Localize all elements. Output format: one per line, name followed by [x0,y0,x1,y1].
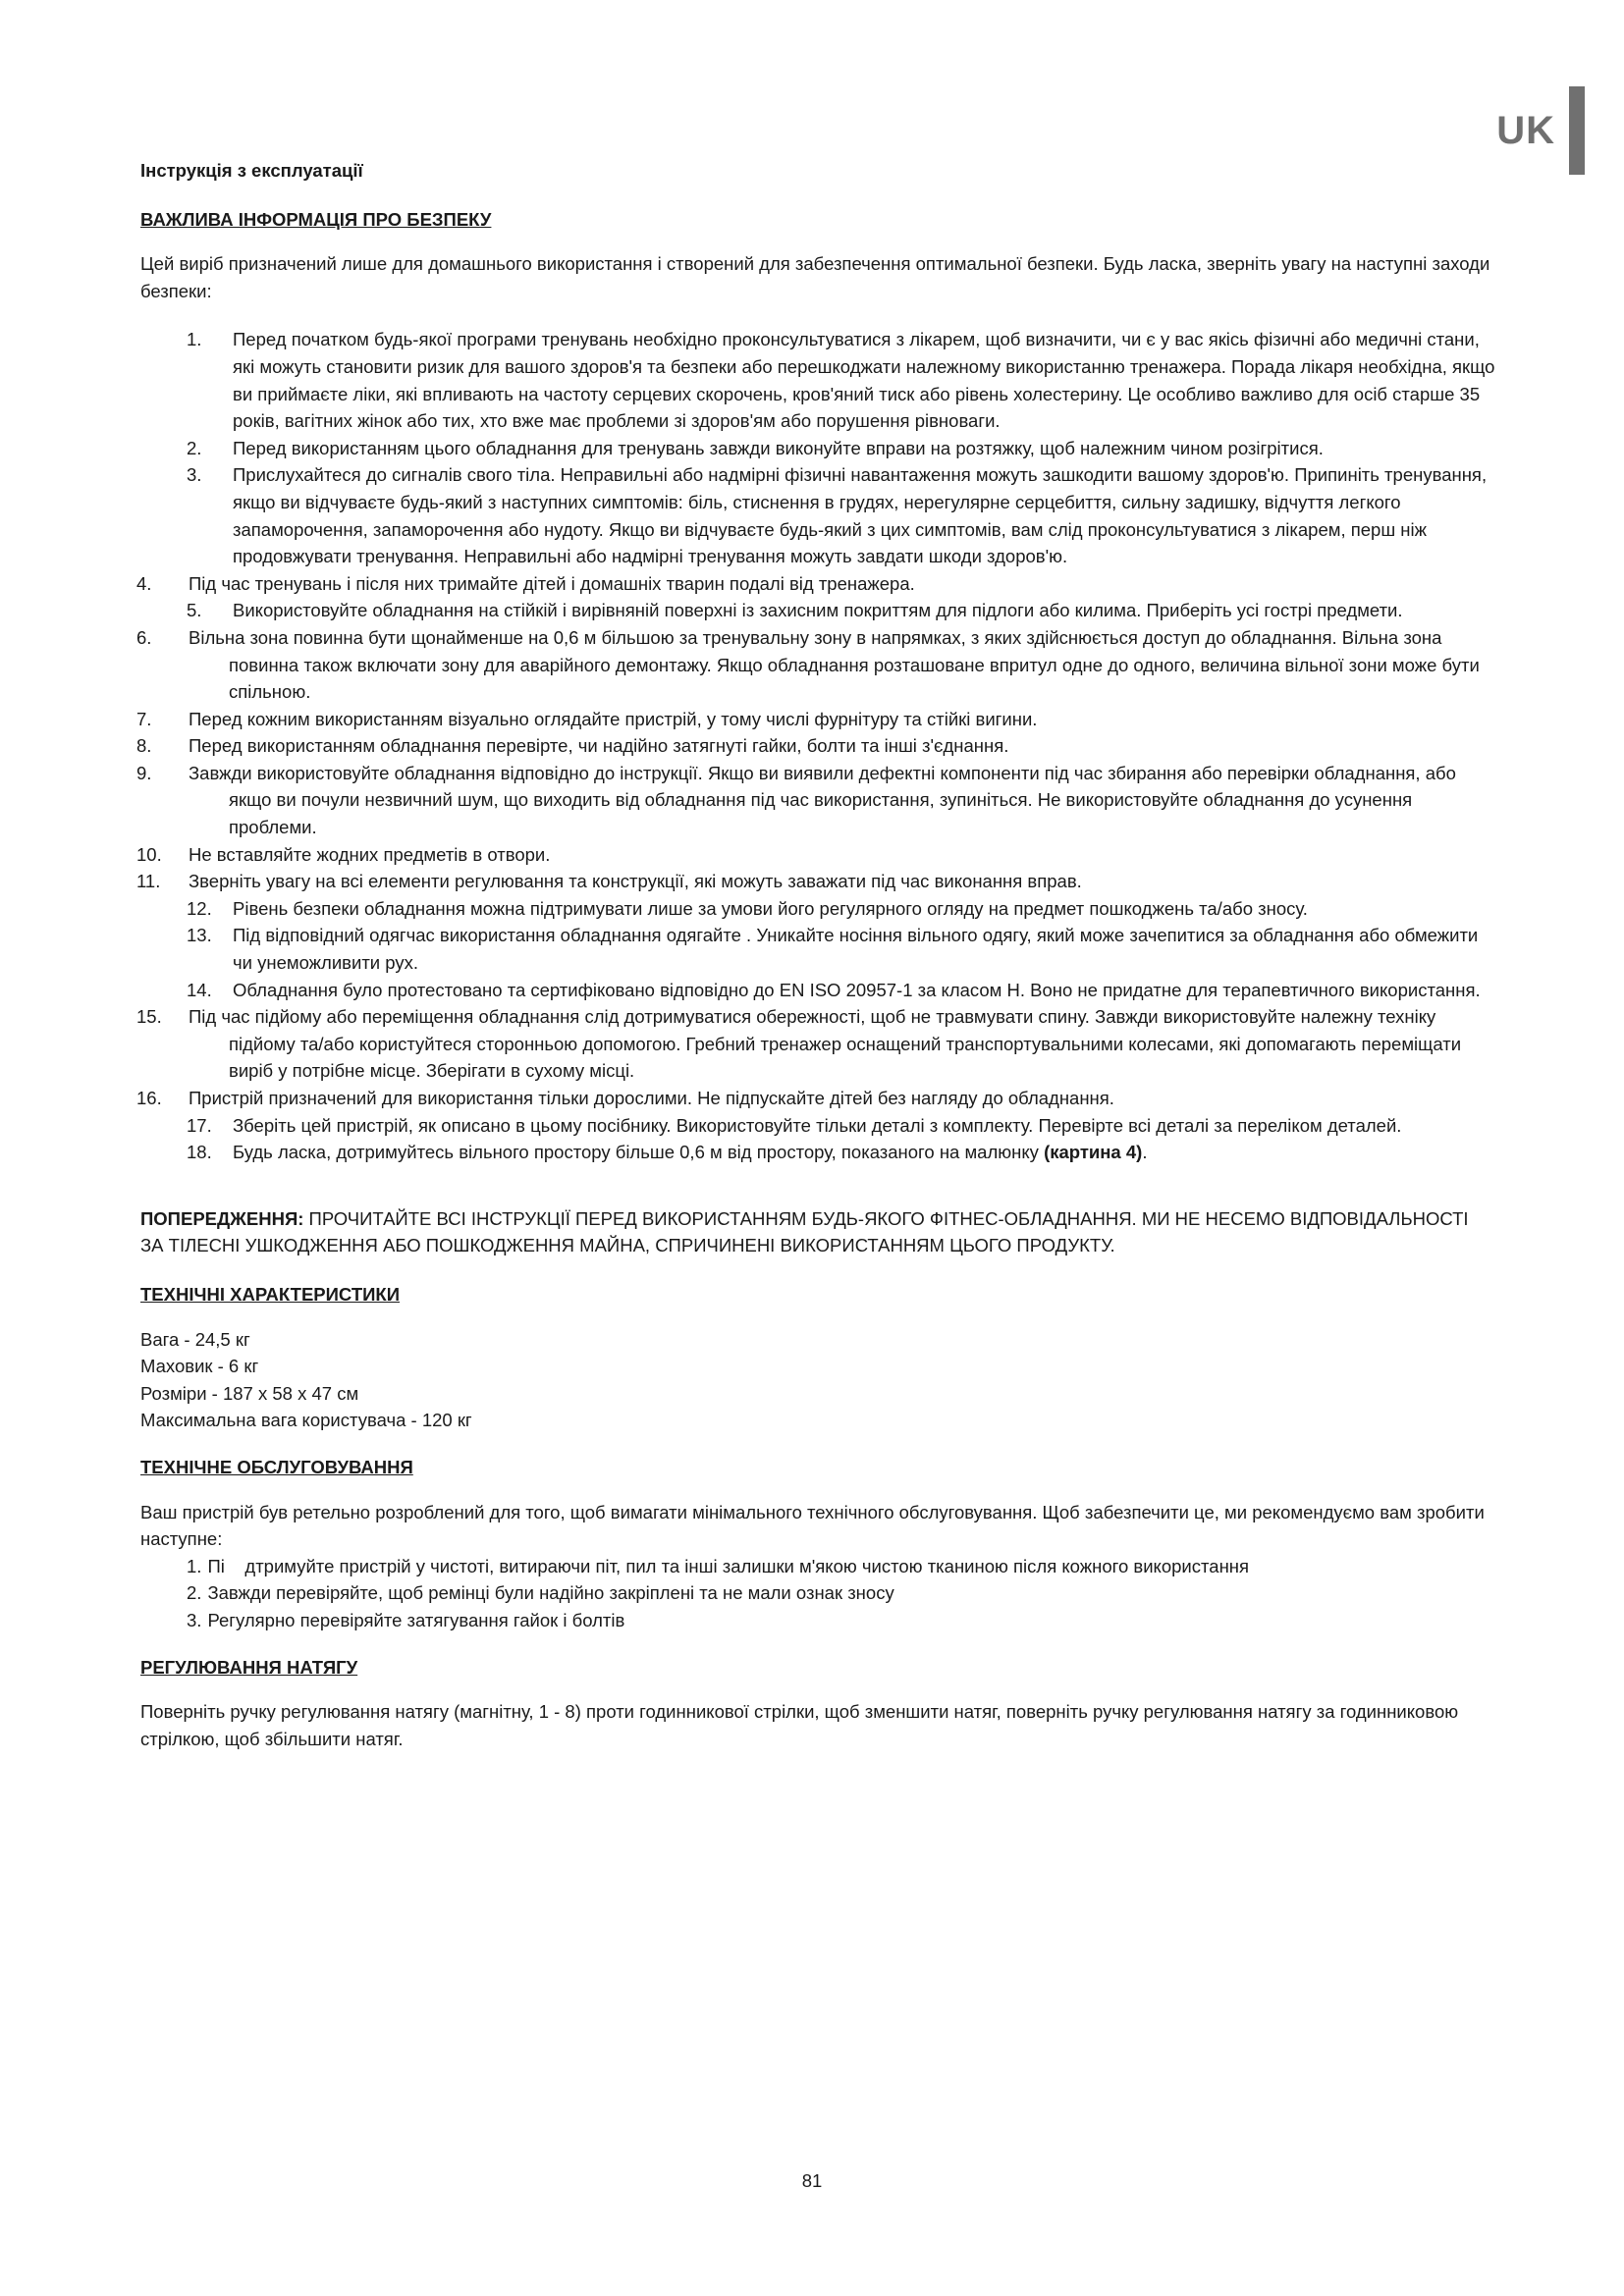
specs-list [140,1326,1495,1434]
tension-text: Поверніть ручку регулювання натягу (магнітну, 1 - 8) проти годинникової стрілки, щоб зменшити натяг, поверніть ручку регулювання натягу за годинниковою стрілкою, щоб збільшити натяг. [140,1701,1459,1749]
item-text: Перед використанням обладнання перевірте, чи надійно затягнуті гайки, болти та інші з'єднання. [189,735,1009,757]
item-number: 3. [187,464,202,486]
maintenance-intro: Ваш пристрій був ретельно розроблений для того, щоб вимагати мінімального технічного обслуговування. Щоб забезпечити це, ми рекомендуємо вам зробити наступне: [140,1501,1485,1550]
item-text: Під час підйому або переміщення обладнання слід дотримуватися обережності, щоб не травмувати спину. Завжди використовуйте належну техніку підйому та/або користуйтеся сторонньою допомогою. Гребний тренажер оснащений транспортувальними колесами, які допомагають переміщати виріб у потрібне місце. Зберігати в сухому місці. [189,1006,1462,1082]
item-text: Вільна зона повинна бути щонайменше на 0,6 м більшою за тренувальну зону в напрямках, з яких здійснюється доступ до обладнання. Вільна зона повинна також включати зону для аварійного демонтажу. Якщо обладнання розташоване впритул одне до одного, величина вільної зони може бути спільною. [189,626,1480,703]
item-text-main: Будь ласка, дотримуйтесь вільного простору більше 0,6 м від простору, показаного на малюнку [233,1142,1039,1163]
tension-heading: РЕГУЛЮВАННЯ НАТЯГУ [140,1656,358,1678]
safety-item [140,977,1495,1004]
item-text: Завжди використовуйте обладнання відповідно до інструкції. Якщо ви виявили дефектні компоненти під час збирання або перевірки обладнання, або якщо ви почули незвичний шум, що виходить від обладнання під час використання, зупиніться. Не використовуйте обладнання до усунення проблеми. [189,762,1456,838]
item-text: Зберіть цей пристрій, як описано в цьому посібнику. Використовуйте тільки деталі з комплекту. Перевірте всі деталі за переліком деталей. [233,1114,1402,1136]
safety-item [140,1112,1495,1140]
item-text-end: . [1142,1142,1148,1163]
safety-item [140,895,1495,923]
item-number: 3. [187,1609,202,1630]
maintenance-item [187,1607,1495,1634]
spec-line: Вага - 24,5 кг [140,1328,250,1350]
item-text: Перед початком будь-якої програми тренувань необхідно проконсультуватися з лікарем, щоб визначити, чи є у вас якісь фізичні або медичні стани, які можуть становити ризик для вашого здоров'я та безпеки або перешкоджати належному використанню тренажера. Порада лікаря необхідна, якщо ви приймаєте ліки, які впливають на частоту серцевих скорочень, кров'яний тиск або рівень холестерину. Це особливо важливо для осіб старше 35 років, вагітних жінок або тих, хто вже має проблеми зі здоров'ям або порушення рівноваги. [233,329,1495,432]
safety-item: 10. Не вставляйте жодних предметів в отвори. [136,843,551,865]
safety-heading: ВАЖЛИВА ІНФОРМАЦІЯ ПРО БЕЗПЕКУ [140,208,492,230]
language-tab-bar [1569,86,1585,175]
safety-item: 7. Перед кожним використанням візуально оглядайте пристрій, у тому числі фурнітуру та стійкі вигини. [136,708,1038,729]
safety-item [140,597,1495,624]
item-number: 18. [187,1142,212,1163]
safety-intro: Цей виріб призначений лише для домашнього використання і створений для забезпечення оптимальної безпеки. Будь ласка, зверніть увагу на наступні заходи безпеки: [140,253,1490,301]
item-number: 14. [187,979,212,1000]
item-text: Рівень безпеки обладнання можна підтримувати лише за умови його регулярного огляду на предмет пошкоджень та/або зносу. [233,897,1308,919]
item-text: Перед кожним використанням візуально оглядайте пристрій, у тому числі фурнітуру та стійкі вигини. [189,708,1038,729]
safety-item: 8. Перед використанням обладнання перевірте, чи надійно затягнуті гайки, болти та інші з'єднання. [136,735,1009,757]
item-text: Не вставляйте жодних предметів в отвори. [189,843,551,865]
warning-text: ПРОЧИТАЙТЕ ВСІ ІНСТРУКЦІЇ ПЕРЕД ВИКОРИСТАННЯМ БУДЬ-ЯКОГО ФІТНЕС-ОБЛАДНАННЯ. МИ НЕ НЕСЕМО ВІДПОВІДАЛЬНОСТІ ЗА ТІЛЕСНІ УШКОДЖЕННЯ АБО ПОШКОДЖЕННЯ МАЙНА, СПРИЧИНЕНІ ВИКОРИСТАННЯМ ЦЬОГО ПРОДУКТУ. [140,1207,1469,1256]
safety-item: 9. Завжди використовуйте обладнання відповідно до інструкції. Якщо ви виявили дефектні компоненти під час збирання або перевірки обладнання, або якщо ви почули незвичний шум, що виходить від обладнання під час використання, зупиніться. Не використовуйте обладнання до усунення проблеми. [136,762,1456,838]
figure-reference: (картина 4) [1044,1142,1143,1163]
maintenance-item [187,1553,1495,1580]
item-number: 5. [187,600,202,621]
item-text: Зверніть увагу на всі елементи регулювання та конструкції, які можуть заважати під час виконання вправ. [189,871,1082,892]
safety-item: 15. Під час підйому або переміщення обладнання слід дотримуватися обережності, щоб не травмувати спину. Завжди використовуйте належну техніку підйому та/або користуйтеся сторонньою допомогою. Гребний тренажер оснащений транспортувальними колесами, які допомагають переміщати виріб у потрібне місце. Зберігати в сухому місці. [136,1006,1462,1082]
safety-item [140,326,1495,434]
safety-list [136,326,1495,1165]
warning-notice [140,1205,1495,1259]
item-text: Пристрій призначений для використання тільки дорослими. Не підпускайте дітей без нагляду до обладнання. [189,1088,1114,1108]
safety-item: 16. Пристрій призначений для використання тільки дорослими. Не підпускайте дітей без нагляду до обладнання. [136,1088,1114,1108]
safety-item [140,461,1495,569]
language-tab [1496,86,1585,175]
document-title: Інструкція з експлуатації [140,160,363,181]
item-text: Прислухайтеся до сигналів свого тіла. Неправильні або надмірні фізичні навантаження можуть зашкодити вашому здоров'ю. Припиніть тренування, якщо ви відчуваєте будь-який з наступних симптомів: біль, стиснення в грудях, нерегулярне серцебиття, сильну задишку, відчуття легкого запаморочення, запаморочення або нудоту. Якщо ви відчуваєте будь-який з цих симптомів, вам слід проконсультуватися з лікарем, перш ніж продовжувати тренування. Неправильні або надмірні тренування можуть завдати шкоди здоров'ю. [233,464,1488,567]
maintenance-item [187,1579,1495,1607]
item-text: Використовуйте обладнання на стійкій і вирівняній поверхні із захисним покриттям для підлоги або килима. Приберіть усі гострі предмети. [233,600,1403,621]
item-number: 1. [187,1555,202,1576]
specs-heading: ТЕХНІЧНІ ХАРАКТЕРИСТИКИ [140,1283,401,1305]
item-number: 2. [187,1582,202,1604]
safety-item [140,435,1495,462]
item-number: 17. [187,1114,212,1136]
item-text: Перед використанням цього обладнання для тренувань завжди виконуйте вправи на розтяжку, щоб належним чином розігрітися. [233,437,1324,458]
maintenance-list [140,1553,1495,1634]
item-text: Пі дтримуйте пристрій у чистоті, витираючи піт, пил та інші залишки м'якою чистою тканиною після кожного використання [207,1555,1250,1576]
item-text: Завжди перевіряйте, щоб ремінці були надійно закріплені та не мали ознак зносу [207,1582,894,1604]
document-body [136,157,1495,1752]
safety-item [140,1139,1495,1166]
item-number: 13. [187,925,212,946]
page-number: 81 [801,2170,823,2191]
item-text: Під відповідний одягчас використання обладнання одягайте . Уникайте носіння вільного одягу, який може зачепитися за обладнання або обмежити чи унеможливити рух. [233,925,1479,974]
safety-item: 6. Вільна зона повинна бути щонайменше на 0,6 м більшою за тренувальну зону в напрямках, з яких здійснюється доступ до обладнання. Вільна зона повинна також включати зону для аварійного демонтажу. Якщо обладнання розташоване впритул одне до одного, величина вільної зони може бути спільною. [136,626,1480,703]
safety-item: 11. Зверніть увагу на всі елементи регулювання та конструкції, які можуть заважати під час виконання вправ. [136,871,1082,892]
spec-line: Маховик - 6 кг [140,1356,259,1377]
item-text: Регулярно перевіряйте затягування гайок і болтів [207,1609,625,1630]
language-code: UK [1496,108,1555,152]
item-number: 1. [187,329,202,350]
item-text: Під час тренувань і після них тримайте дітей і домашніх тварин подалі від тренажера. [189,572,915,594]
warning-lead: ПОПЕРЕДЖЕННЯ: [140,1207,304,1229]
spec-line: Розміри - 187 х 58 х 47 см [140,1382,359,1404]
item-number: 12. [187,897,212,919]
item-text: Обладнання було протестовано та сертифіковано відповідно до EN ISO 20957-1 за класом H. Воно не придатне для терапевтичного використання. [233,979,1481,1000]
maintenance-heading: ТЕХНІЧНЕ ОБСЛУГОВУВАННЯ [140,1456,413,1477]
item-text [233,1139,1495,1166]
spec-line: Максимальна вага користувача - 120 кг [140,1410,472,1431]
item-number: 2. [187,437,202,458]
safety-item: 4. Під час тренувань і після них тримайте дітей і домашніх тварин подалі від тренажера. [136,572,915,594]
safety-item [140,922,1495,976]
